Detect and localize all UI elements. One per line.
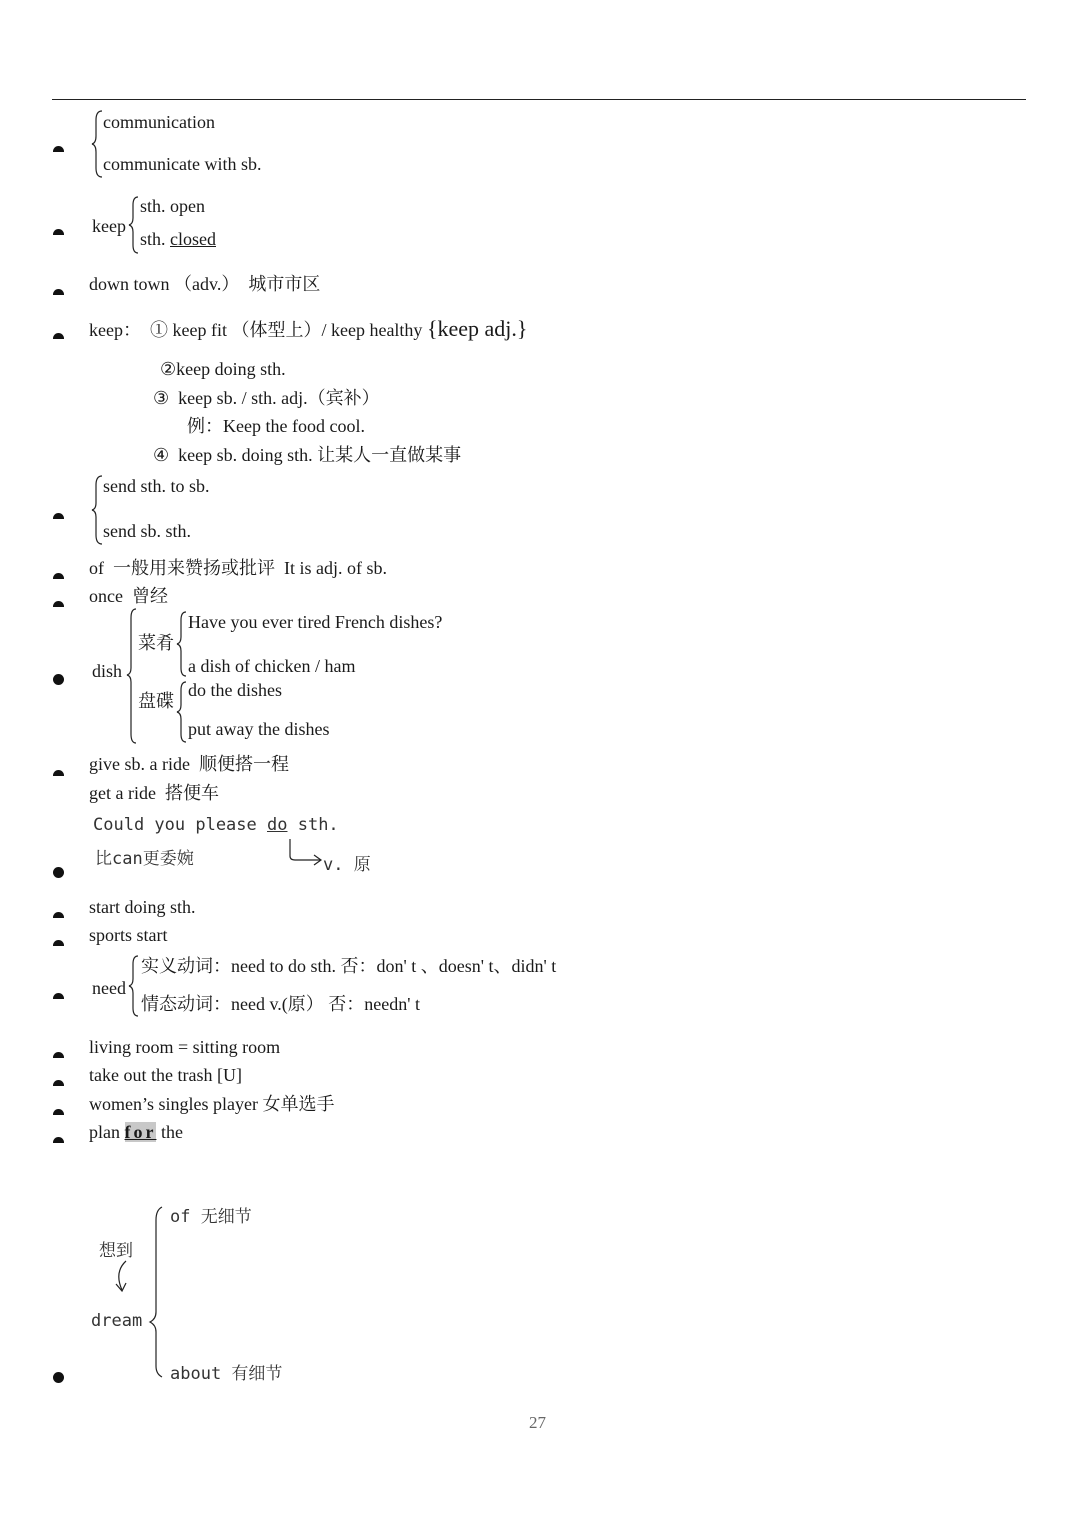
bullet	[53, 770, 64, 776]
bullet	[53, 229, 64, 235]
dish-cat1: 菜肴	[138, 633, 174, 653]
ride-line1: give sb. a ride 顺便搭一程	[89, 754, 289, 774]
bullet	[53, 940, 64, 946]
plan-line: plan for the	[89, 1122, 183, 1142]
keep-line4: ④ keep sb. doing sth. 让某人一直做某事	[153, 445, 462, 465]
brace	[176, 681, 188, 743]
could-line1: Could you please do sth.	[93, 815, 339, 835]
send-line1: send sth. to sb.	[103, 476, 210, 496]
ride-line2: get a ride 搭便车	[89, 783, 219, 803]
dish-line4: put away the dishes	[188, 719, 330, 739]
bullet	[53, 1137, 64, 1143]
keep-open-line1: sth. open	[140, 196, 205, 216]
dish-line2: a dish of chicken / ham	[188, 656, 356, 676]
dish-cat2: 盘碟	[138, 691, 174, 711]
brace	[176, 611, 188, 677]
brace	[128, 955, 140, 1017]
brace	[128, 196, 140, 254]
of-line: of 一般用来赞扬或批评 It is adj. of sb.	[89, 558, 387, 578]
once-line: once 曾经	[89, 586, 168, 606]
bullet	[53, 601, 64, 607]
dream-about: about 有细节	[170, 1364, 283, 1384]
keep-line2: ②keep doing sth.	[160, 359, 286, 379]
dish-head: dish	[92, 661, 123, 681]
dish-line1: Have you ever tired French dishes?	[188, 612, 443, 632]
need-line1: 实义动词：need to do sth. 否：don' t 、doesn' t、didn' t	[141, 956, 557, 976]
communicate-line2: communicate with sb.	[103, 154, 262, 174]
communicate-line1: communication	[103, 112, 215, 132]
start-line: start doing sth.	[89, 897, 196, 917]
bullet	[53, 1372, 64, 1383]
keep-open-line2: sth. closed	[140, 229, 216, 249]
bullet	[53, 1109, 64, 1115]
sports-line: sports start	[89, 925, 168, 945]
dream-word: dream	[91, 1311, 143, 1331]
need-head: need	[92, 978, 126, 998]
women-line: women’s singles player 女单选手	[89, 1094, 335, 1114]
header-rule	[52, 99, 1026, 100]
page-number: 27	[529, 1413, 546, 1432]
trash-line: take out the trash [U]	[89, 1065, 242, 1085]
could-arrow-label: v. 原	[323, 855, 371, 875]
keep-line1: keep： ① keep fit （体型上）/ keep healthy {keep adj.}	[89, 316, 528, 341]
bullet	[53, 674, 64, 685]
bullet	[53, 867, 64, 878]
keep-open-head: keep	[92, 216, 126, 236]
bullet	[53, 912, 64, 918]
bullet	[53, 289, 64, 295]
dish-line3: do the dishes	[188, 680, 282, 700]
need-line2: 情态动词：need v.(原） 否：needn' t	[141, 994, 421, 1014]
keep-line3: ③ keep sb. / sth. adj.（宾补）	[153, 388, 380, 408]
bullet	[53, 333, 64, 339]
curved-arrow-icon	[112, 1260, 132, 1296]
bullet	[53, 573, 64, 579]
dream-of: of 无细节	[170, 1207, 252, 1227]
bullet	[53, 993, 64, 999]
brace	[126, 608, 138, 744]
bullet	[53, 1052, 64, 1058]
downtown-line: down town （adv.） 城市市区	[89, 274, 321, 294]
send-line2: send sb. sth.	[103, 521, 192, 541]
bullet	[53, 146, 64, 152]
living-line: living room = sitting room	[89, 1037, 281, 1057]
arrow-icon	[287, 838, 327, 868]
keep-line3-example: 例：Keep the food cool.	[187, 416, 365, 436]
dream-think: 想到	[99, 1241, 133, 1261]
could-line2: 比can更委婉	[95, 849, 194, 869]
brace	[148, 1206, 164, 1378]
bullet	[53, 513, 64, 519]
bullet	[53, 1080, 64, 1086]
